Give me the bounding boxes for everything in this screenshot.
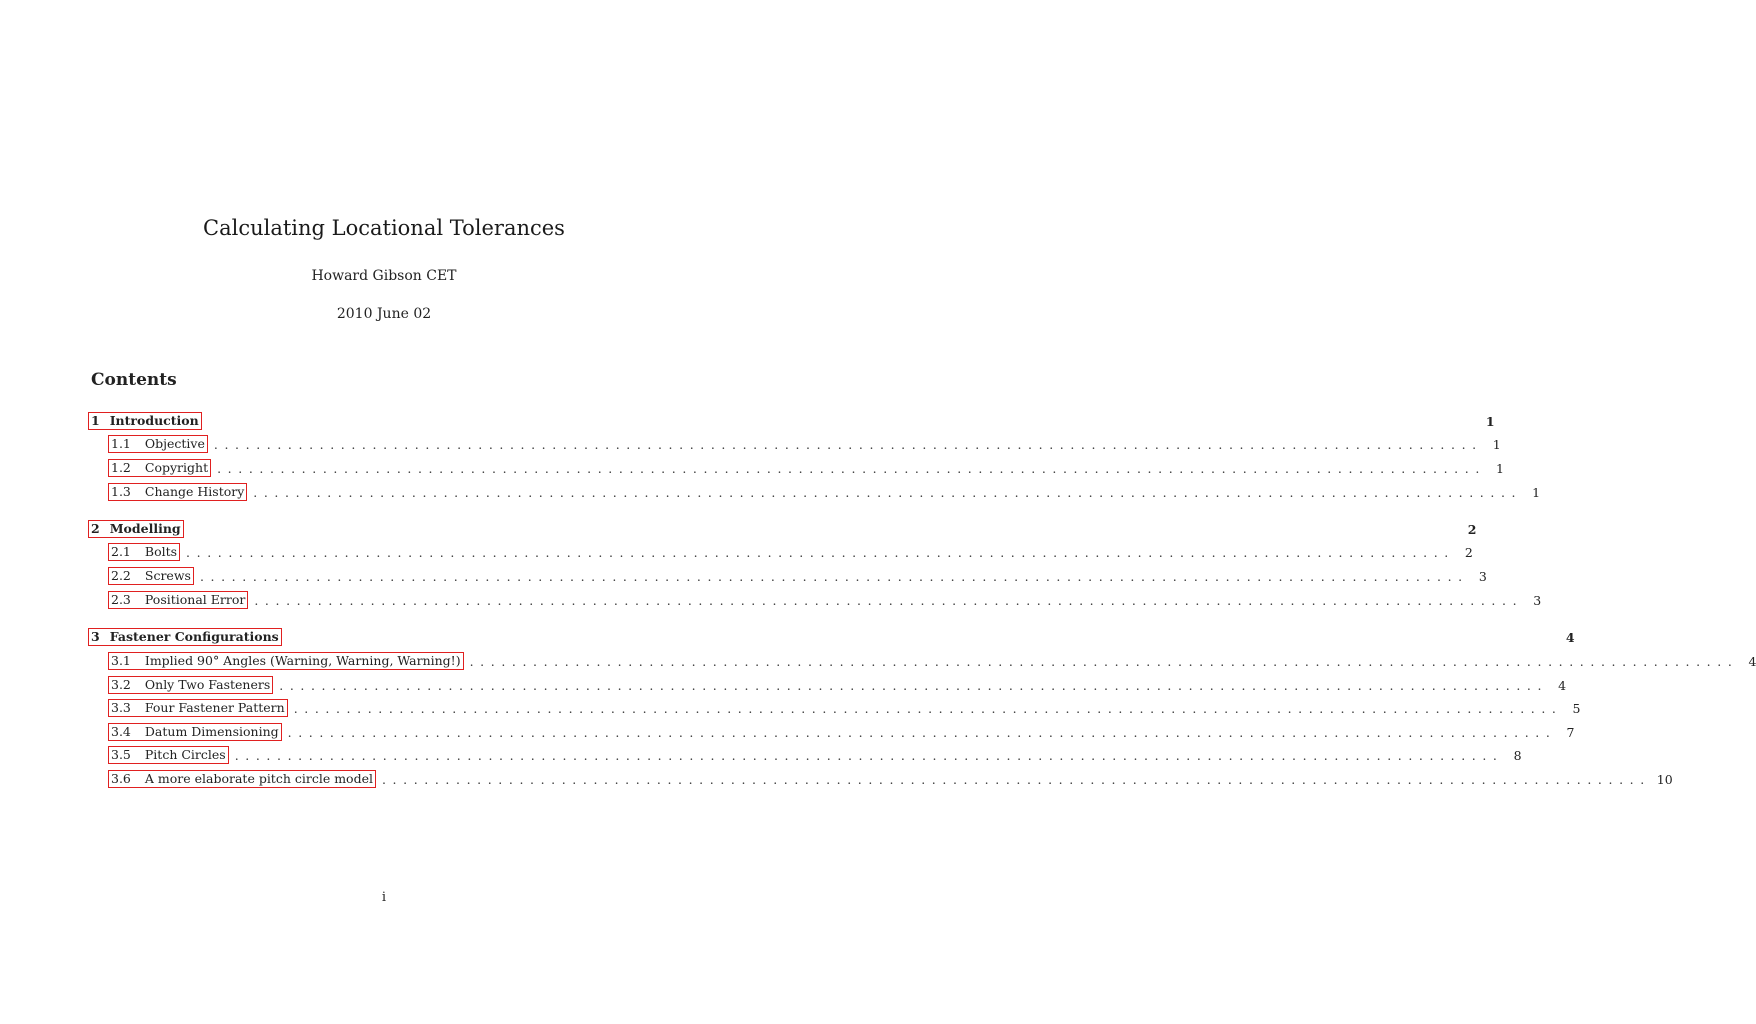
toc-section-link[interactable] [88,412,202,430]
toc-entry-label: Introduction [109,413,199,428]
toc-dot-leader: ........................................................................................................................ [253,484,1523,500]
toc-page-number: 5 [1572,700,1581,716]
toc-entry-label: Objective [144,436,205,451]
toc-subsection-link[interactable] [108,676,273,694]
toc-subsection-link[interactable] [108,746,229,764]
toc-dot-leader: ........................................................................................................................ [469,653,1739,669]
toc-entry-number: 3.5 [111,747,131,762]
toc-subsection-row [108,566,1487,586]
toc-subsection-link[interactable] [108,435,208,453]
toc-section-row [88,627,1575,647]
toc-subsection-link[interactable] [108,652,464,670]
toc-entry-label: Positional Error [144,592,246,607]
toc-page-number: 4 [1558,677,1567,693]
toc-entry-number: 3.2 [111,677,131,692]
toc-section-link[interactable] [88,520,184,538]
toc-entry-number: 2.2 [111,568,131,583]
toc-entry-label: Implied 90° Angles (Warning, Warning, Warning!) [144,653,461,668]
page-number: i [381,890,387,905]
toc-entry-label: Pitch Circles [144,747,226,762]
toc-page-number: 4 [1565,629,1575,645]
toc-page-number: 7 [1566,724,1575,740]
toc-subsection-link[interactable] [108,770,376,788]
toc-entry-number: 1.2 [111,460,131,475]
toc-subsection-row [108,590,1542,610]
toc-section-row [88,411,1495,431]
toc-subsection-row [108,722,1575,742]
toc-subsection-row [108,458,1504,478]
toc-subsection-link[interactable] [108,567,194,585]
toc-entry-label: Screws [144,568,191,583]
toc-entry-number: 2 [91,521,100,536]
toc-section-row [88,519,1477,539]
toc-page-number: 1 [1495,460,1504,476]
document-title: Calculating Locational Tolerances [203,216,565,240]
toc-entry-label: Change History [144,484,245,499]
document-date: 2010 June 02 [336,306,432,322]
toc-dot-leader: ........................................................................................................................ [217,460,1486,476]
toc-page-number: 3 [1478,568,1487,584]
toc-entry-number: 2.1 [111,544,131,559]
toc-subsection-row [108,745,1522,765]
toc-page-number: 10 [1656,771,1673,787]
toc-section-link[interactable] [88,628,282,646]
toc-page-number: 1 [1492,436,1501,452]
toc-subsection-link[interactable] [108,723,282,741]
toc-entry-number: 3.3 [111,700,131,715]
toc-page-number: 1 [1485,413,1495,429]
toc-entry-label: Only Two Fasteners [144,677,271,692]
toc-page-number: 8 [1513,747,1522,763]
toc-entry-label: Bolts [144,544,178,559]
toc-subsection-row [108,698,1581,718]
toc-entry-number: 1.3 [111,484,131,499]
toc-dot-leader: ........................................................................................................................ [279,677,1549,693]
toc-entry-label: A more elaborate pitch circle model [144,771,373,786]
toc-dot-leader: ........................................................................................................................ [254,592,1524,608]
toc-page-number: 4 [1748,653,1756,669]
toc-entry-number: 3.6 [111,771,131,786]
toc-entry-label: Modelling [109,521,181,536]
toc-subsection-link[interactable] [108,459,211,477]
toc-subsection-row [108,675,1567,695]
toc-dot-leader: ........................................................................................................................ [199,568,1469,584]
contents-heading: Contents [91,370,177,390]
toc-subsection-row [108,434,1501,454]
toc-entry-number: 1 [91,413,100,428]
toc-entry-number: 3.1 [111,653,131,668]
toc-subsection-row [108,769,1673,789]
toc-subsection-link[interactable] [108,543,180,561]
document-author: Howard Gibson CET [311,268,457,284]
toc-entry-label: Fastener Configurations [109,629,279,644]
toc-dot-leader: ........................................................................................................................ [186,544,1455,560]
toc-dot-leader: ........................................................................................................................ [381,771,1651,787]
toc-entry-label: Datum Dimensioning [144,724,279,739]
toc-entry-number: 2.3 [111,592,131,607]
toc-dot-leader: ........................................................................................................................ [293,700,1563,716]
toc-dot-leader: ........................................................................................................................ [213,436,1483,452]
toc-entry-number: 3.4 [111,724,131,739]
toc-page-number: 2 [1464,544,1473,560]
toc-subsection-row [108,482,1541,502]
toc-subsection-row [108,542,1473,562]
toc-page-number: 3 [1533,592,1542,608]
toc-entry-number: 1.1 [111,436,131,451]
toc-dot-leader: ........................................................................................................................ [234,747,1504,763]
toc-entry-label: Copyright [144,460,209,475]
toc-subsection-row [108,651,1756,671]
toc-subsection-link[interactable] [108,591,248,609]
toc-entry-label: Four Fastener Pattern [144,700,285,715]
toc-entry-number: 3 [91,629,100,644]
toc-page-number: 2 [1467,521,1477,537]
toc-subsection-link[interactable] [108,699,288,717]
toc-dot-leader: ........................................................................................................................ [287,724,1557,740]
toc-subsection-link[interactable] [108,483,247,501]
toc-page-number: 1 [1532,484,1541,500]
